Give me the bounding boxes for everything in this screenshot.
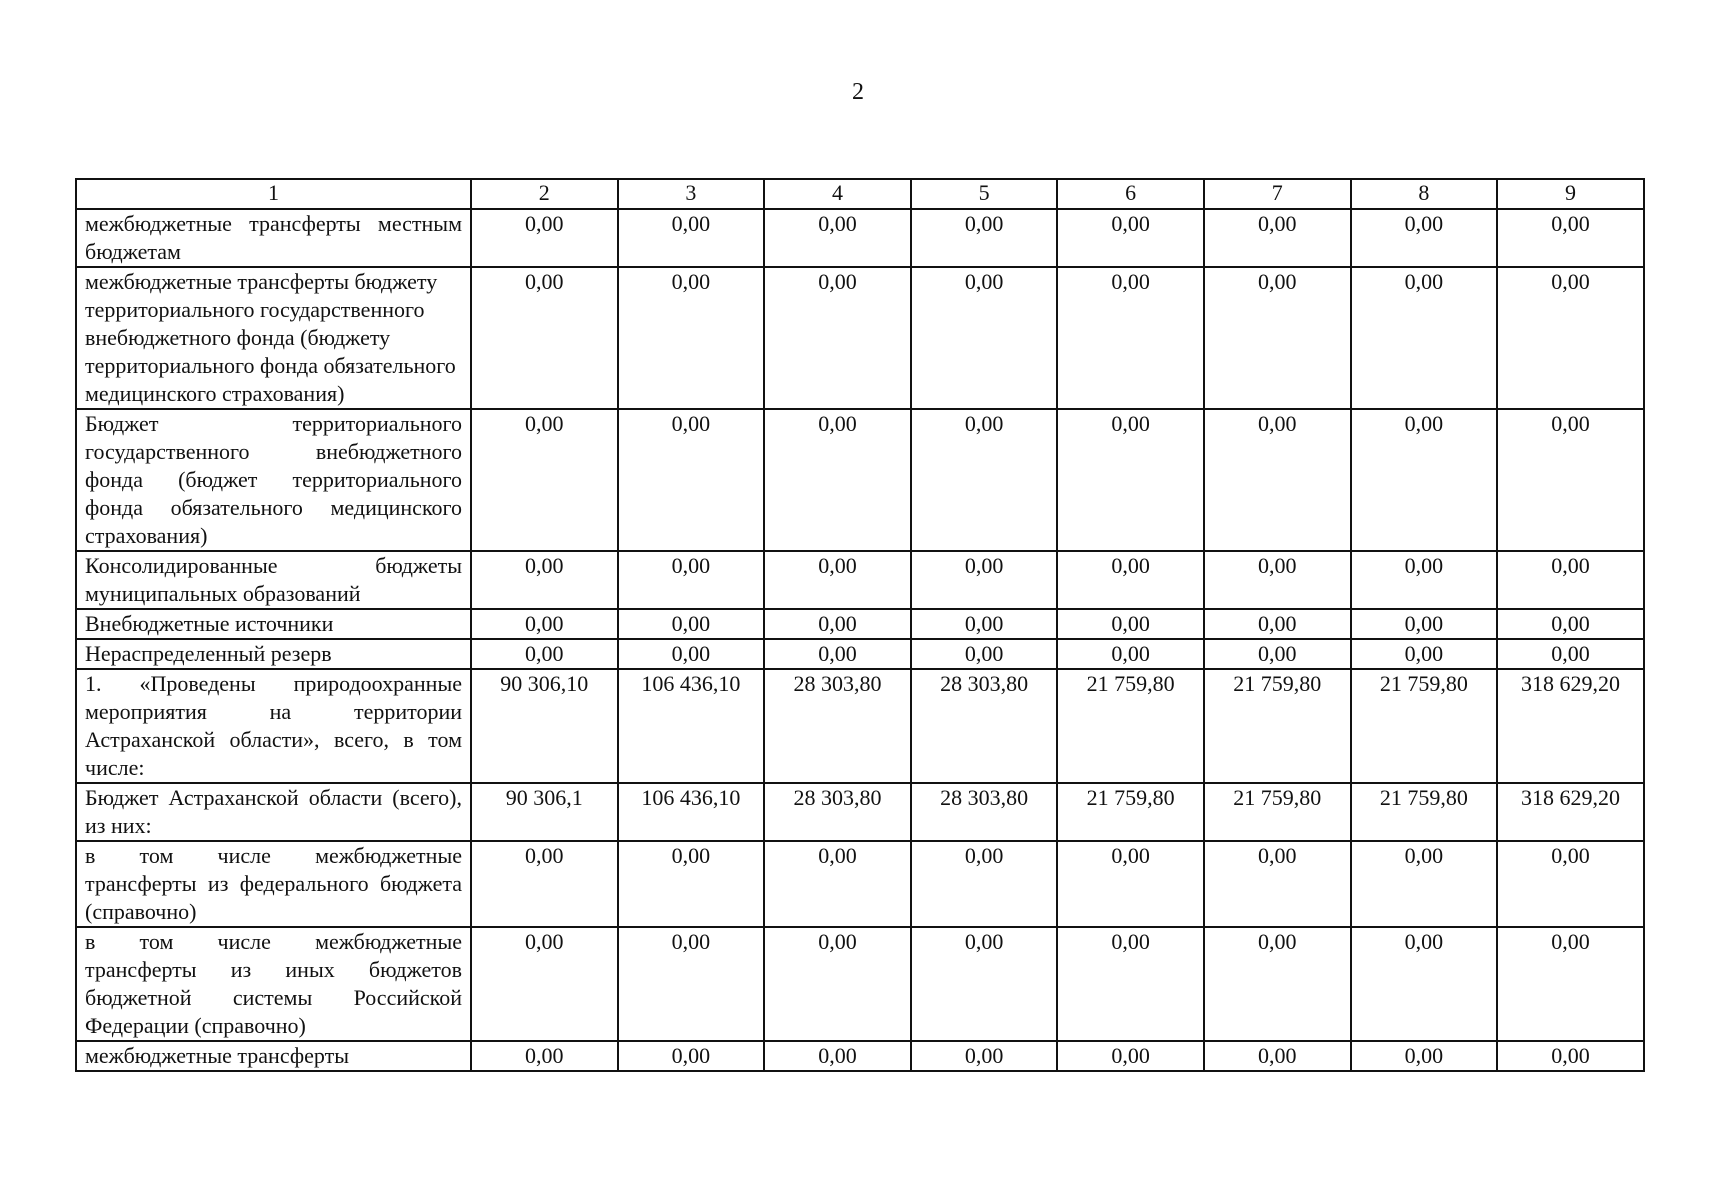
column-header: 6: [1057, 179, 1204, 209]
table-cell-value: 0,00: [911, 927, 1058, 1041]
table-cell-value: 0,00: [618, 841, 765, 927]
table-row: [76, 209, 1644, 267]
table-cell-value: 0,00: [1057, 1041, 1204, 1071]
table-cell-value: 0,00: [1351, 1041, 1498, 1071]
row-label: Бюджет Астраханской области (всего), из них:: [76, 783, 471, 841]
row-label: 1. «Проведены природоохранные мероприятия на территории Астраханской области», всего, в том числе:: [76, 669, 471, 783]
table-cell-value: 90 306,10: [471, 669, 618, 783]
table-cell-value: 0,00: [471, 927, 618, 1041]
table-cell-value: 28 303,80: [911, 669, 1058, 783]
table-cell-value: 0,00: [1497, 927, 1644, 1041]
table-cell-value: 0,00: [1057, 609, 1204, 639]
column-header: 9: [1497, 179, 1644, 209]
table-cell-value: 0,00: [764, 551, 911, 609]
table-cell-value: 90 306,1: [471, 783, 618, 841]
table-cell-value: 0,00: [1204, 927, 1351, 1041]
row-label: межбюджетные трансферты бюджету территориального государственного внебюджетного фонда (бюджету территориального фонда обязательного медицинского страхования): [76, 267, 471, 409]
table-cell-value: 21 759,80: [1057, 669, 1204, 783]
table-cell-value: 0,00: [1351, 609, 1498, 639]
table-cell-value: 0,00: [911, 267, 1058, 409]
table-cell-value: 0,00: [471, 1041, 618, 1071]
row-label: Нераспределенный резерв: [76, 639, 471, 669]
table-cell-value: 0,00: [1057, 927, 1204, 1041]
table-cell-value: 0,00: [471, 609, 618, 639]
table-cell-value: 0,00: [911, 841, 1058, 927]
table-cell-value: 106 436,10: [618, 669, 765, 783]
table-cell-value: 0,00: [1497, 267, 1644, 409]
table-cell-value: 0,00: [1204, 639, 1351, 669]
table-cell-value: 0,00: [1351, 639, 1498, 669]
column-header: 4: [764, 179, 911, 209]
table-cell-value: 21 759,80: [1204, 669, 1351, 783]
table-cell-value: 0,00: [471, 639, 618, 669]
table-cell-value: 0,00: [1204, 267, 1351, 409]
table-cell-value: 0,00: [1351, 841, 1498, 927]
table-cell-value: 0,00: [618, 551, 765, 609]
table-cell-value: 318 629,20: [1497, 669, 1644, 783]
row-label: Консолидированные бюджеты муниципальных образований: [76, 551, 471, 609]
page-number: 2: [852, 79, 864, 105]
table-cell-value: 0,00: [1057, 267, 1204, 409]
table-cell-value: 0,00: [471, 409, 618, 551]
row-label: Бюджет территориального государственного внебюджетного фонда (бюджет территориального фонда обязательного медицинского страхования): [76, 409, 471, 551]
table-cell-value: 0,00: [471, 841, 618, 927]
column-header: 8: [1351, 179, 1498, 209]
table-cell-value: 0,00: [1351, 267, 1498, 409]
table-cell-value: 0,00: [764, 927, 911, 1041]
table-cell-value: 0,00: [471, 551, 618, 609]
row-label: в том числе межбюджетные трансферты из федерального бюджета (справочно): [76, 841, 471, 927]
table-cell-value: 0,00: [911, 609, 1058, 639]
table-cell-value: 0,00: [1497, 409, 1644, 551]
table-cell-value: 0,00: [911, 551, 1058, 609]
table-cell-value: 0,00: [1497, 639, 1644, 669]
table-cell-value: 0,00: [618, 927, 765, 1041]
table-row: [76, 927, 1644, 1041]
table-cell-value: 0,00: [911, 209, 1058, 267]
table-cell-value: 0,00: [764, 209, 911, 267]
table-row: [76, 639, 1644, 669]
header-row: [76, 179, 1644, 209]
table-cell-value: 0,00: [618, 409, 765, 551]
budget-table: [75, 178, 1645, 1072]
table-cell-value: 0,00: [764, 609, 911, 639]
table-cell-value: 0,00: [764, 1041, 911, 1071]
table-cell-value: 0,00: [764, 409, 911, 551]
column-header: 1: [76, 179, 471, 209]
table-cell-value: 0,00: [1204, 209, 1351, 267]
row-label: в том числе межбюджетные трансферты из иных бюджетов бюджетной системы Российской Федерации (справочно): [76, 927, 471, 1041]
table-row: [76, 669, 1644, 783]
row-label: межбюджетные трансферты местным бюджетам: [76, 209, 471, 267]
table-cell-value: 0,00: [1204, 609, 1351, 639]
table-row: [76, 609, 1644, 639]
table-cell-value: 0,00: [911, 409, 1058, 551]
table-cell-value: 0,00: [764, 841, 911, 927]
table-cell-value: 0,00: [618, 267, 765, 409]
table-cell-value: 0,00: [1351, 409, 1498, 551]
table-cell-value: 21 759,80: [1057, 783, 1204, 841]
table-cell-value: 0,00: [471, 209, 618, 267]
table-cell-value: 0,00: [1351, 927, 1498, 1041]
table-cell-value: 0,00: [911, 1041, 1058, 1071]
table-cell-value: 0,00: [1497, 1041, 1644, 1071]
table-cell-value: 28 303,80: [764, 783, 911, 841]
table-cell-value: 0,00: [1351, 551, 1498, 609]
table-cell-value: 0,00: [618, 209, 765, 267]
table-row: [76, 267, 1644, 409]
table-cell-value: 0,00: [1204, 551, 1351, 609]
table-cell-value: 28 303,80: [911, 783, 1058, 841]
table-cell-value: 0,00: [764, 639, 911, 669]
table-cell-value: 0,00: [1057, 639, 1204, 669]
table-cell-value: 21 759,80: [1204, 783, 1351, 841]
table-row: [76, 551, 1644, 609]
table-cell-value: 0,00: [1057, 209, 1204, 267]
table-cell-value: 0,00: [1497, 551, 1644, 609]
table-cell-value: 0,00: [1057, 409, 1204, 551]
column-header: 7: [1204, 179, 1351, 209]
table-cell-value: 0,00: [618, 639, 765, 669]
table-cell-value: 0,00: [618, 609, 765, 639]
table-cell-value: 0,00: [911, 639, 1058, 669]
table-cell-value: 0,00: [1351, 209, 1498, 267]
column-header: 5: [911, 179, 1058, 209]
table-row: [76, 1041, 1644, 1071]
table-cell-value: 0,00: [1497, 841, 1644, 927]
row-label: Внебюджетные источники: [76, 609, 471, 639]
table-cell-value: 0,00: [1204, 409, 1351, 551]
table-cell-value: 318 629,20: [1497, 783, 1644, 841]
table-row: [76, 409, 1644, 551]
row-label: межбюджетные трансферты: [76, 1041, 471, 1071]
table-cell-value: 106 436,10: [618, 783, 765, 841]
column-header: 3: [618, 179, 765, 209]
table-cell-value: 0,00: [1057, 841, 1204, 927]
table-row: [76, 783, 1644, 841]
table-cell-value: 0,00: [1057, 551, 1204, 609]
table-cell-value: 21 759,80: [1351, 783, 1498, 841]
table-cell-value: 0,00: [1204, 1041, 1351, 1071]
table-body: [76, 209, 1644, 1071]
table-cell-value: 0,00: [764, 267, 911, 409]
table-cell-value: 0,00: [471, 267, 618, 409]
table-cell-value: 21 759,80: [1351, 669, 1498, 783]
column-header: 2: [471, 179, 618, 209]
table-cell-value: 0,00: [1497, 609, 1644, 639]
table-row: [76, 841, 1644, 927]
table-cell-value: 0,00: [618, 1041, 765, 1071]
table-cell-value: 0,00: [1204, 841, 1351, 927]
table-cell-value: 28 303,80: [764, 669, 911, 783]
table-cell-value: 0,00: [1497, 209, 1644, 267]
